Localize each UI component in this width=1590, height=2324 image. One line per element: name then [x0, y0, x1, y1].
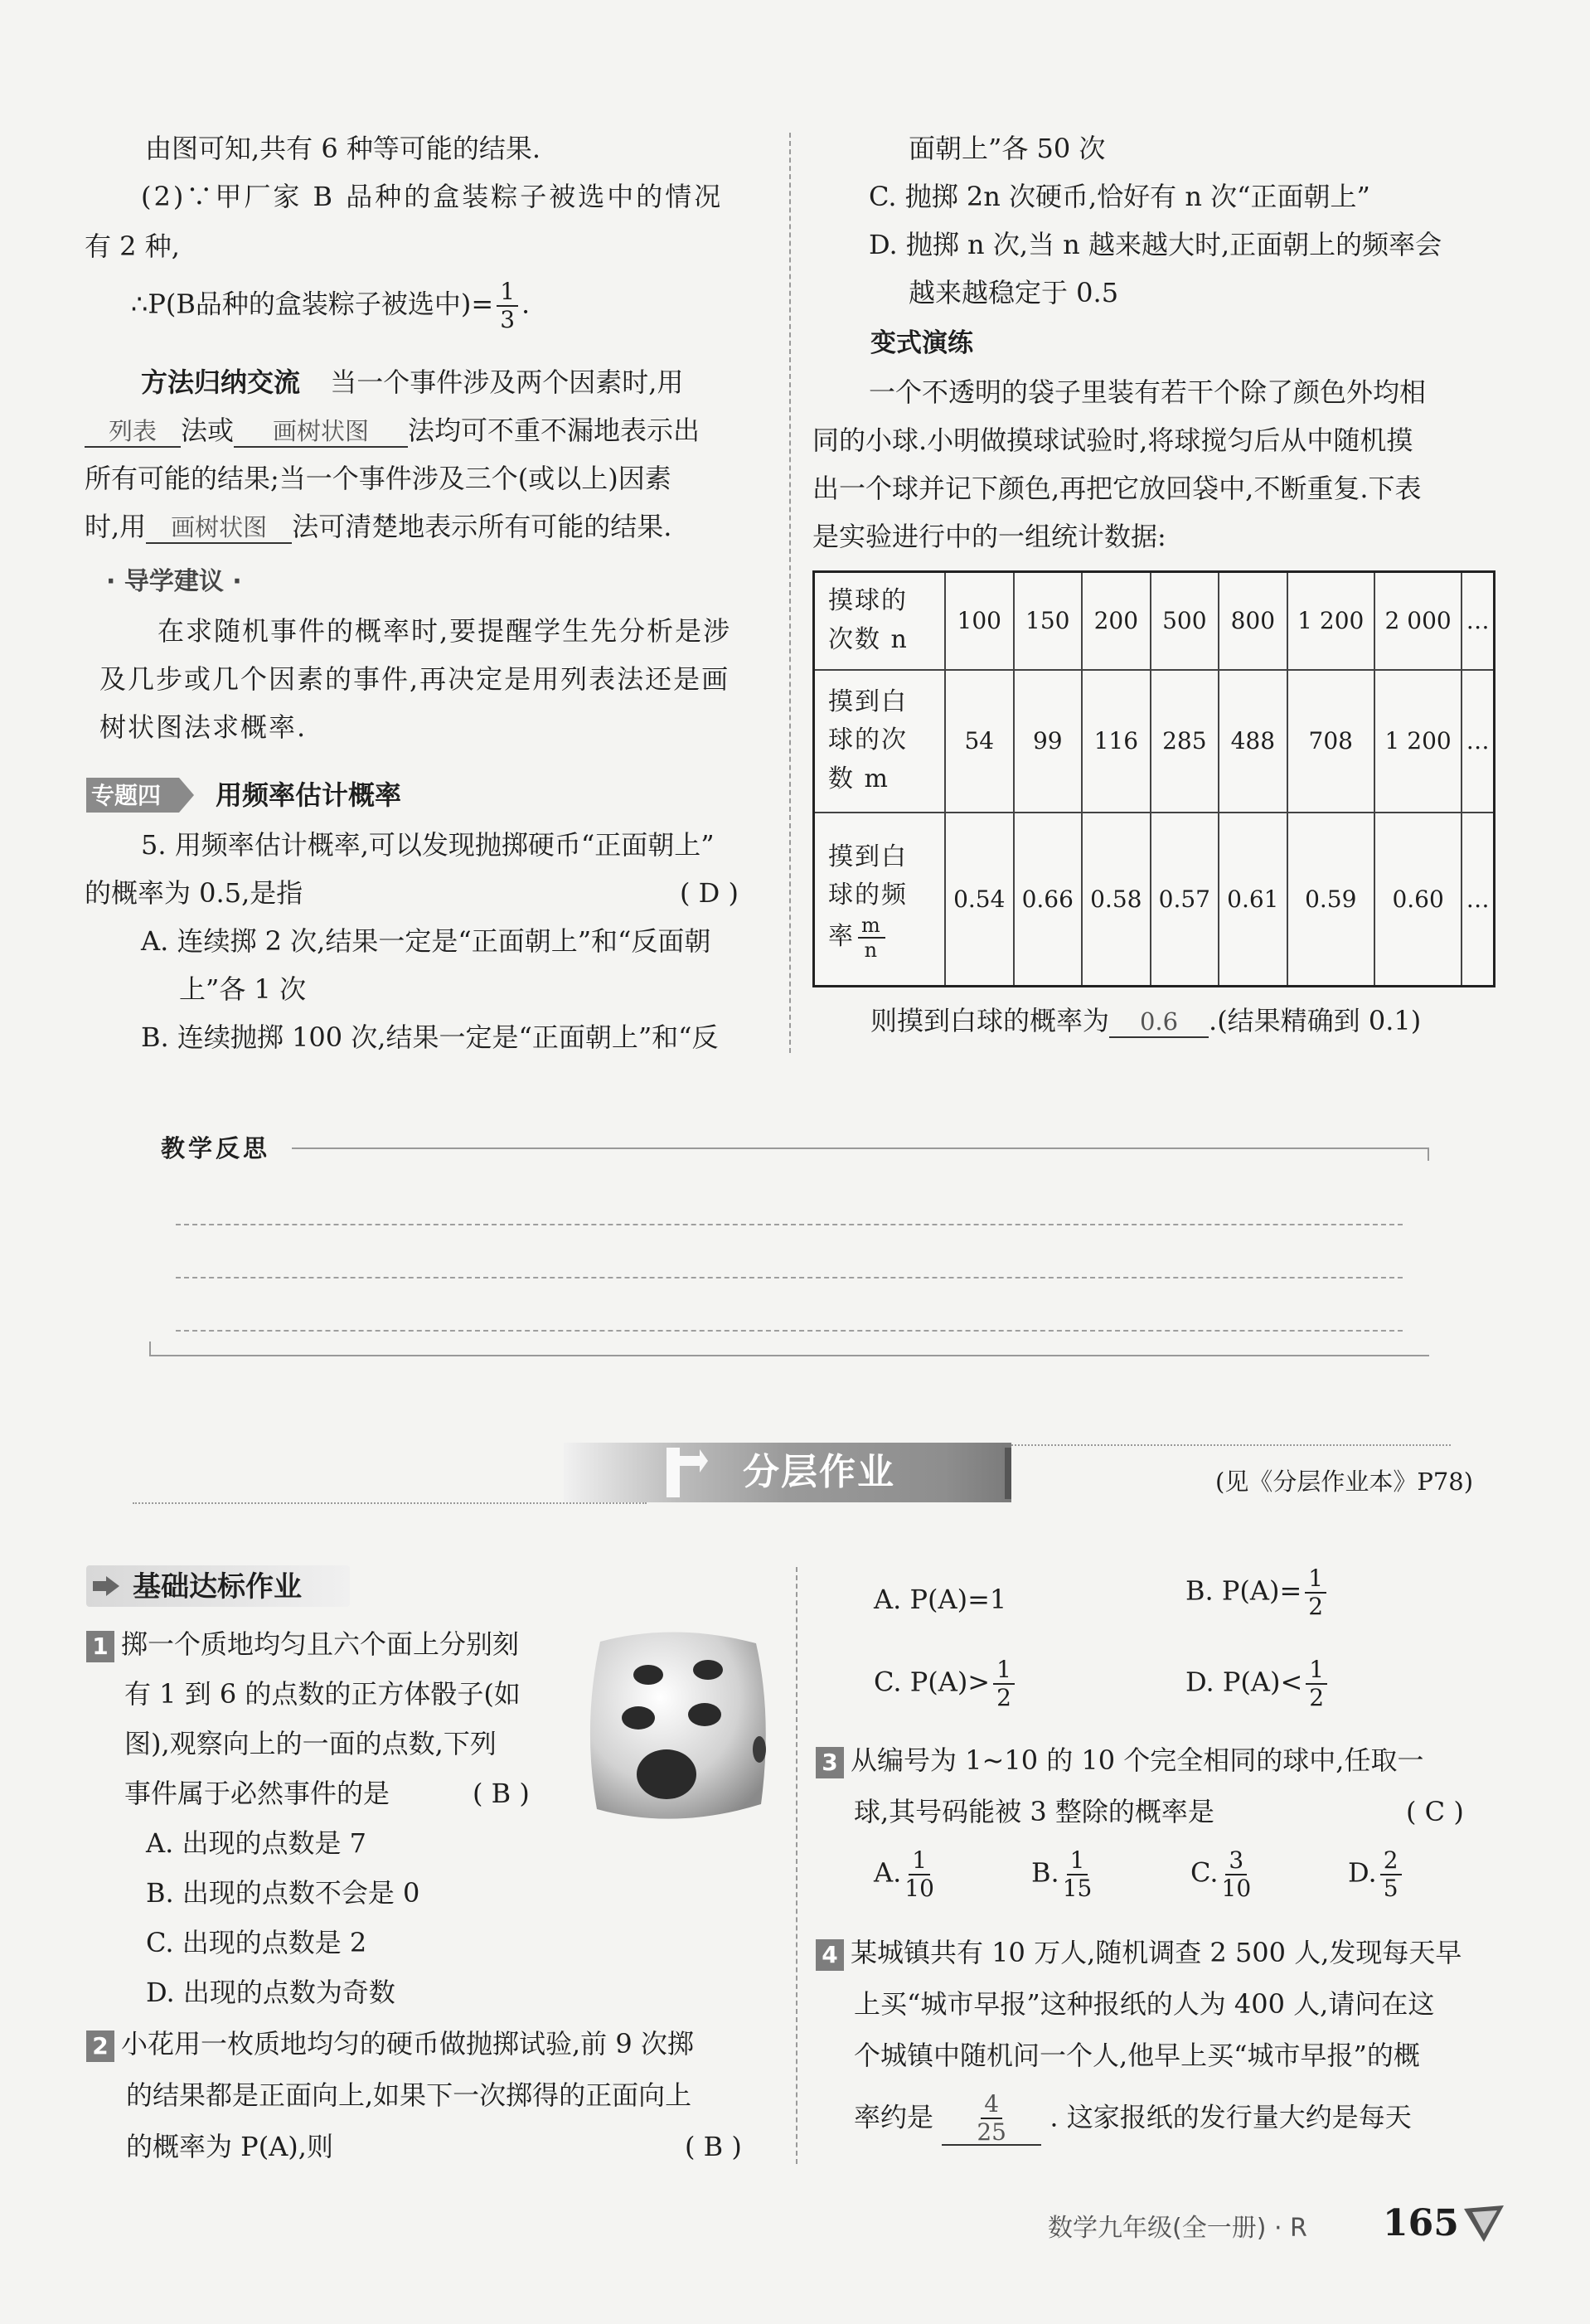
- q4-line: 个城镇中随机问一个人,他早上买“城市早报”的概: [854, 2040, 1420, 2071]
- q2-option-c: C. P(A)> $\frac{1}{2}$: [874, 1658, 1018, 1710]
- section-header-icon: [91, 1574, 121, 1599]
- table-cell: 708: [1287, 670, 1374, 813]
- method-summary-line4: 时,用 画树状图 法可清楚地表示所有可能的结果.: [85, 511, 672, 542]
- statistics-table: [812, 570, 1495, 987]
- question-number: 1: [86, 1631, 114, 1662]
- q1-line: 事件属于必然事件的是: [124, 1778, 390, 1809]
- table-cell: 1 200: [1287, 572, 1374, 670]
- variant-result: 则摸到白球的概率为 0.6 .(结果精确到 0.1): [870, 1005, 1422, 1036]
- table-cell: 488: [1219, 670, 1287, 813]
- topic-title: 用频率估计概率: [216, 779, 402, 811]
- text-line: 由图可知,共有 6 种等可能的结果.: [145, 133, 541, 164]
- book-title: 数学九年级(全一册) · R: [1048, 2214, 1307, 2243]
- q3-line: 球,其号码能被 3 整除的概率是: [854, 1796, 1214, 1827]
- table-cell: 0.59: [1287, 813, 1374, 987]
- q2-line: 2 小花用一枚质地均匀的硬币做抛掷试验,前 9 次掷: [86, 2028, 694, 2062]
- variant-line: 出一个球并记下颜色,再把它放回袋中,不断重复.下表: [812, 473, 1422, 504]
- answer-blank: 画树状图: [234, 417, 408, 448]
- q5-answer: ( D ): [680, 877, 739, 909]
- q2-option-b: B. P(A)= $\frac{1}{2}$: [1185, 1567, 1330, 1618]
- table-row: [814, 670, 1495, 813]
- table-cell: 0.61: [1219, 813, 1287, 987]
- q1-line: 图),观察向上的一面的点数,下列: [124, 1728, 497, 1759]
- table-cell: 100: [945, 572, 1014, 670]
- q2-answer: ( B ): [685, 2131, 742, 2162]
- q4-line: 率约是 $\frac{4}{25}$ . 这家报纸的发行量大约是每天: [854, 2090, 1412, 2146]
- banner-rule-right: [1011, 1444, 1451, 1446]
- table-cell: 500: [1151, 572, 1219, 670]
- q5-option-b: B. 连续抛掷 100 次,结果一定是“正面朝上”和“反: [141, 1021, 719, 1053]
- dice-icon: [575, 1625, 774, 1832]
- q3-option-c: C. $\frac{3}{10}$: [1190, 1846, 1252, 1902]
- method-summary-line1: 方法归纳交流 当一个事件涉及两个因素时,用: [141, 366, 684, 398]
- variant-line: 一个不透明的袋子里装有若干个除了颜色外均相: [869, 376, 1427, 408]
- table-cell: 1 200: [1374, 670, 1462, 813]
- row-header: 摸球的 次数 n: [814, 572, 946, 670]
- q4-line: 4 某城镇共有 10 万人,随机调查 2 500 人,发现每天早: [816, 1937, 1462, 1971]
- q3-line: 3 从编号为 1~10 的 10 个完全相同的球中,任取一: [816, 1744, 1423, 1778]
- guide-line: 及几步或几个因素的事件,再决定是用列表法还是画: [99, 663, 730, 695]
- table-cell: 0.66: [1014, 813, 1083, 987]
- q1-option-b: B. 出现的点数不会是 0: [146, 1877, 420, 1909]
- reflection-top-rule: [292, 1147, 1429, 1149]
- section-title: 基础达标作业: [133, 1570, 302, 1604]
- row-header: 摸到白 球的频 率 $\frac{m}{n}$: [814, 813, 946, 987]
- banner-rule-left: [133, 1502, 647, 1504]
- q4-line: 上买“城市早报”这种报纸的人为 400 人,请问在这: [854, 1988, 1435, 2020]
- q2-line: 的结果都是正面向上,如果下一次掷得的正面向上: [126, 2079, 692, 2111]
- q2-line: 的概率为 P(A),则: [126, 2131, 333, 2162]
- table-cell: 0.54: [945, 813, 1014, 987]
- writing-line: [176, 1330, 1403, 1332]
- q1-option-a: A. 出现的点数是 7: [146, 1827, 366, 1859]
- q1-line: 有 1 到 6 的点数的正方体骰子(如: [124, 1678, 521, 1710]
- text-line: (2)∵甲厂家 B 品种的盒装粽子被选中的情况: [141, 181, 724, 212]
- q5-option-c: C. 抛掷 2n 次硬币,恰好有 n 次“正面朝上”: [869, 181, 1370, 212]
- writing-line: [176, 1277, 1403, 1278]
- q5-option-b-cont: 面朝上”各 50 次: [909, 133, 1106, 164]
- page-number: 165: [1383, 2202, 1459, 2244]
- reflection-title: 教学反思: [161, 1134, 271, 1162]
- q3-answer: ( C ): [1406, 1796, 1464, 1827]
- reflection-bottom-rule: [149, 1355, 1429, 1356]
- text-line: 有 2 种,: [85, 230, 180, 262]
- table-cell: 116: [1082, 670, 1151, 813]
- q3-option-b: B. $\frac{1}{15}$: [1031, 1846, 1093, 1902]
- q1-option-c: C. 出现的点数是 2: [146, 1927, 367, 1958]
- answer-blank: 0.6: [1109, 1007, 1209, 1038]
- banner-title: 分层作业: [743, 1451, 895, 1493]
- q5-option-d-cont: 越来越稳定于 0.5: [909, 277, 1119, 308]
- homework-reference: (见《分层作业本》P78): [1215, 1468, 1474, 1496]
- q2-option-a: A. P(A)=1: [874, 1584, 1007, 1615]
- q3-option-d: D. $\frac{2}{5}$: [1348, 1849, 1405, 1900]
- table-row: [814, 813, 1495, 987]
- guide-title: · 导学建议 ·: [106, 567, 242, 596]
- banner-icon: [663, 1444, 710, 1501]
- banner-end-bar: [1005, 1448, 1011, 1499]
- q5-option-d: D. 抛掷 n 次,当 n 越来越大时,正面朝上的频率会: [869, 229, 1442, 260]
- variant-line: 是实验进行中的一组统计数据:: [812, 521, 1166, 552]
- table-cell: 800: [1219, 572, 1287, 670]
- writing-line: [176, 1224, 1403, 1225]
- table-cell: 2 000: [1374, 572, 1462, 670]
- q5-line: 5. 用频率估计概率,可以发现抛掷硬币“正面朝上”: [141, 829, 715, 861]
- topic-tag-label: 专题四: [91, 782, 162, 809]
- row-header: 摸到白 球的次 数 m: [814, 670, 946, 813]
- table-cell: 200: [1082, 572, 1151, 670]
- guide-line: 树状图法求概率.: [99, 711, 308, 743]
- table-cell: 285: [1151, 670, 1219, 813]
- reflection-left-tick: [149, 1342, 151, 1355]
- question-number: 2: [86, 2030, 114, 2062]
- q1-answer: ( B ): [473, 1778, 530, 1809]
- reflection-right-tick: [1428, 1147, 1429, 1161]
- q5-option-a: A. 连续掷 2 次,结果一定是“正面朝上”和“反面朝: [141, 925, 711, 957]
- variant-line: 同的小球.小明做摸球试验时,将球搅匀后从中随机摸: [812, 425, 1413, 456]
- q2-option-d: D. P(A)< $\frac{1}{2}$: [1185, 1658, 1331, 1710]
- table-cell: …: [1462, 572, 1494, 670]
- table-cell: 0.58: [1082, 813, 1151, 987]
- table-cell: …: [1462, 670, 1494, 813]
- q1-option-d: D. 出现的点数为奇数: [146, 1977, 395, 2008]
- q5-option-a-cont: 上”各 1 次: [179, 973, 307, 1005]
- dice-image: [575, 1625, 774, 1832]
- question-number: 3: [816, 1747, 844, 1778]
- guide-line: 在求随机事件的概率时,要提醒学生先分析是涉: [158, 615, 732, 647]
- topic-tag-arrow: [179, 778, 194, 813]
- q5-line: 的概率为 0.5,是指: [85, 877, 303, 909]
- table-cell: 0.60: [1374, 813, 1462, 987]
- banner-arrow-icon: [663, 1444, 710, 1501]
- answer-blank: 列表: [85, 417, 181, 448]
- arrow-right-icon: [91, 1574, 121, 1599]
- table-cell: 0.57: [1151, 813, 1219, 987]
- column-divider: [796, 1567, 797, 2164]
- table-cell: …: [1462, 813, 1494, 987]
- variant-title: 变式演练: [870, 328, 973, 358]
- table-cell: 150: [1014, 572, 1083, 670]
- probability-expression: ∴P(B品种的盒装粽子被选中)= $\frac{1}{3}$ .: [131, 278, 531, 333]
- table-cell: 54: [945, 670, 1014, 813]
- method-summary-line2: 列表 法或 画树状图 法均可不重不漏地表示出: [85, 415, 700, 448]
- method-summary-line3: 所有可能的结果;当一个事件涉及三个(或以上)因素: [85, 463, 671, 494]
- q1-line: 1 掷一个质地均匀且六个面上分别刻: [86, 1628, 519, 1662]
- answer-blank: 画树状图: [146, 513, 292, 544]
- table-cell: 99: [1014, 670, 1083, 813]
- method-title: 方法归纳交流: [141, 366, 301, 398]
- column-divider: [789, 133, 791, 1053]
- q3-option-a: A. $\frac{1}{10}$: [874, 1846, 934, 1902]
- page-corner-icon: [1461, 2200, 1507, 2247]
- table-row: [814, 572, 1495, 670]
- question-number: 4: [816, 1939, 844, 1971]
- corner-arrow-icon: [1461, 2200, 1507, 2247]
